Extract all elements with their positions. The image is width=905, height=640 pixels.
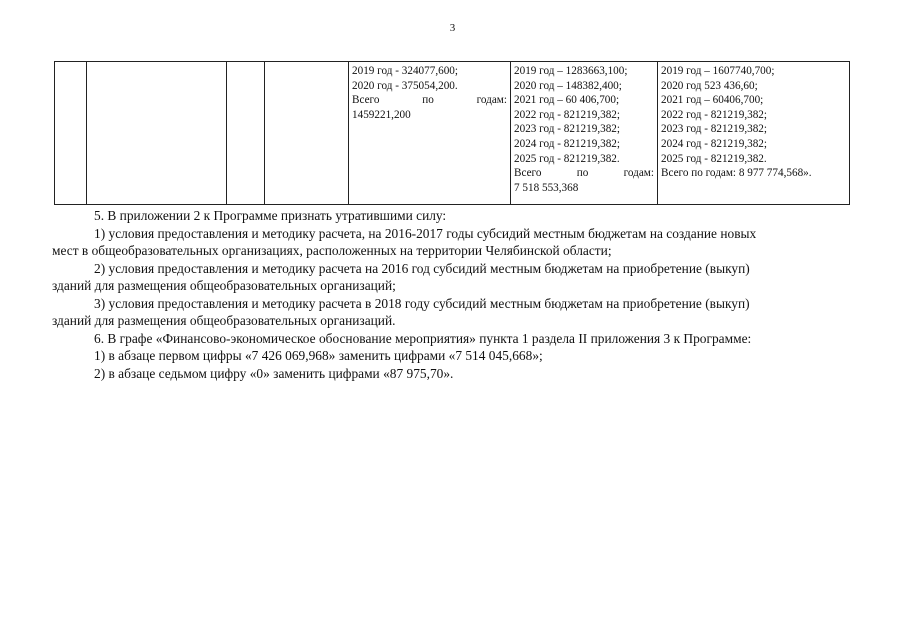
paragraph-5-2: 2) условия предоставления и методику расчета на 2016 год субсидий местным бюджетам на приобретение (выкуп) bbox=[94, 260, 750, 276]
paragraph-6-2: 2) в абзаце седьмом цифру «0» заменить цифрами «87 975,70». bbox=[94, 365, 454, 381]
total-word: по bbox=[422, 94, 434, 107]
total-value: 1459221,200 bbox=[352, 108, 411, 121]
cell-line: 2020 год – 148382,400; bbox=[514, 79, 622, 92]
cell-line: 2021 год – 60 406,700; bbox=[514, 94, 620, 107]
paragraph-5-2-continuation: зданий для размещения общеобразовательных организаций; bbox=[52, 278, 396, 293]
cell-line: 2020 год - 375054,200. bbox=[352, 79, 458, 92]
table-cell-financing-c bbox=[658, 62, 850, 205]
total-word: годам: bbox=[623, 167, 654, 180]
table-row bbox=[55, 62, 850, 205]
paragraph-5-3-continuation: зданий для размещения общеобразовательных организаций. bbox=[52, 313, 396, 328]
cell-line: 2022 год - 821219,382; bbox=[514, 108, 621, 121]
cell-line: 2023 год - 821219,382; bbox=[514, 123, 621, 136]
table-cell-financing-b bbox=[511, 62, 658, 205]
cell-line: 2024 год - 821219,382; bbox=[514, 137, 621, 150]
table-cell-empty-2 bbox=[87, 62, 227, 205]
total-word: по bbox=[576, 167, 589, 180]
cell-line: 2022 год - 821219,382; bbox=[661, 108, 768, 121]
paragraph-5: 5. В приложении 2 к Программе признать утратившими силу: bbox=[94, 208, 447, 223]
total-word: Всего bbox=[514, 167, 542, 180]
page-number: 3 bbox=[449, 22, 456, 34]
table-cell-empty-4 bbox=[265, 62, 349, 205]
financing-table bbox=[54, 61, 850, 205]
cell-line: 2025 год - 821219,382. bbox=[661, 152, 767, 165]
total-label-line bbox=[514, 166, 654, 181]
total-label-line bbox=[352, 93, 507, 108]
table-cell-empty-3 bbox=[227, 62, 265, 205]
paragraph-5-3: 3) условия предоставления и методику расчета в 2018 году субсидий местным бюджетам на приобретение (выкуп) bbox=[94, 295, 750, 311]
cell-line: Всего по годам: 8 977 774,568». bbox=[661, 167, 812, 180]
table-cell-empty-1 bbox=[55, 62, 87, 205]
cell-line: 2023 год - 821219,382; bbox=[661, 123, 768, 136]
cell-line: 2021 год – 60406,700; bbox=[661, 94, 764, 107]
total-word: Всего bbox=[352, 94, 380, 107]
cell-line: 2025 год - 821219,382. bbox=[514, 152, 620, 165]
cell-line: 2024 год - 821219,382; bbox=[661, 137, 768, 150]
cell-line: 2019 год – 1607740,700; bbox=[661, 65, 775, 77]
paragraph-5-1-continuation: мест в общеобразовательных организациях, расположенных на территории Челябинской области; bbox=[52, 243, 612, 258]
cell-line: 2020 год 523 436,60; bbox=[661, 79, 758, 92]
total-value: 7 518 553,368 bbox=[514, 181, 579, 194]
paragraph-5-1: 1) условия предоставления и методику расчета, на 2016-2017 годы субсидий местным бюджетам на создание новых bbox=[94, 225, 757, 241]
cell-line: 2019 год - 324077,600; bbox=[352, 65, 459, 77]
table-cell-financing-a bbox=[349, 62, 511, 205]
body-text bbox=[52, 207, 847, 382]
total-word: годам: bbox=[476, 94, 507, 107]
cell-line: 2019 год – 1283663,100; bbox=[514, 65, 628, 77]
paragraph-6-1: 1) в абзаце первом цифры «7 426 069,968» заменить цифрами «7 514 045,668»; bbox=[94, 348, 543, 363]
paragraph-6: 6. В графе «Финансово-экономическое обоснование мероприятия» пункта 1 раздела II приложения 3 к Программе: bbox=[94, 330, 752, 346]
